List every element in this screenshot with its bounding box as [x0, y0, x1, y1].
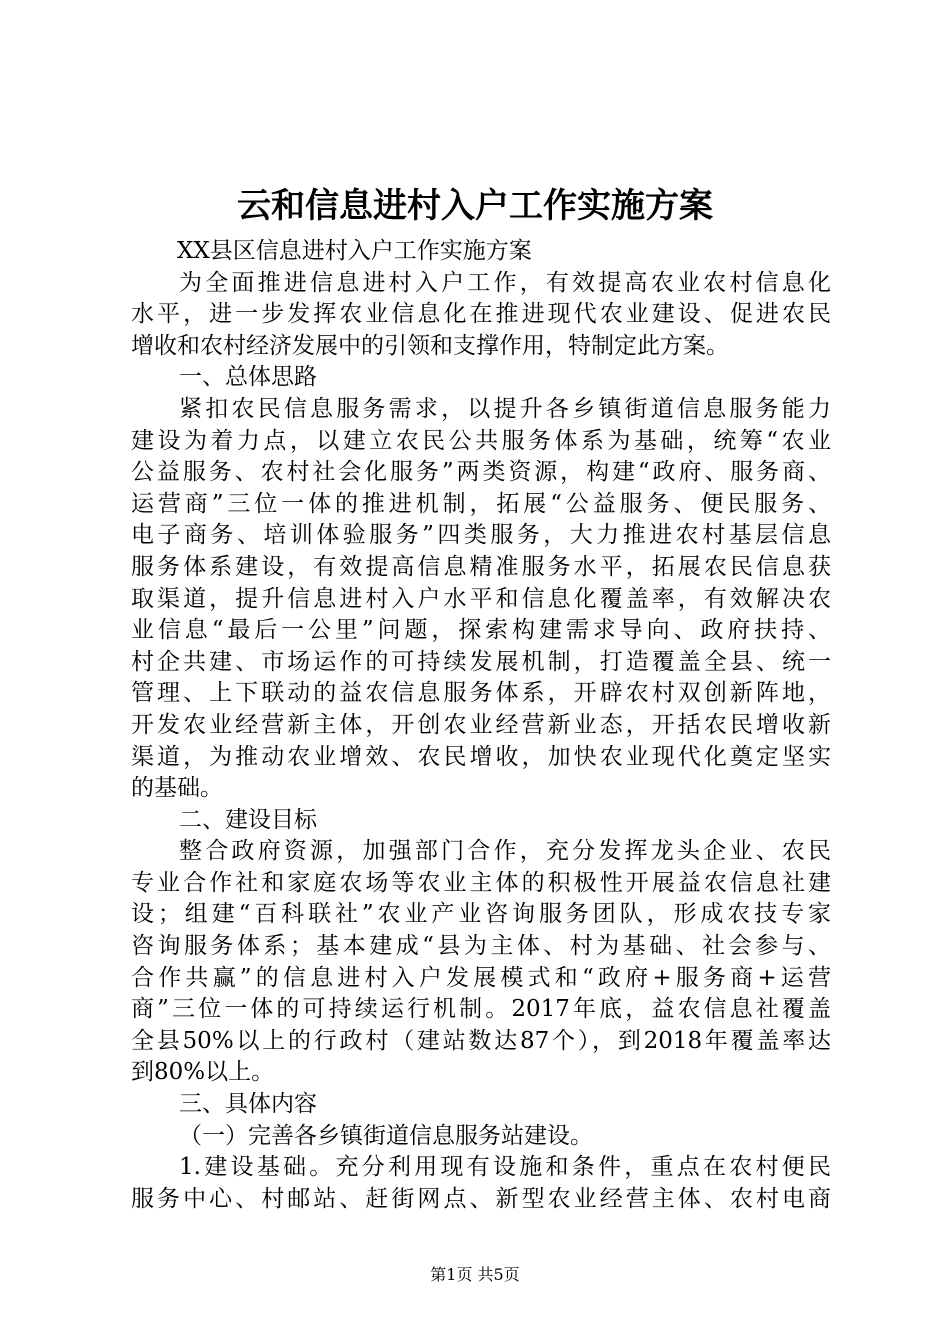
page-number-footer: 第1页 共5页: [430, 1265, 520, 1284]
paragraph-line: 建设为着力点，以建立农民公共服务体系为基础，统筹“农业: [131, 427, 831, 454]
paragraph-line: 专业合作社和家庭农场等农业主体的积极性开展益农信息社建: [131, 869, 831, 896]
document-body: [131, 236, 831, 1215]
paragraph-line: 增收和农村经济发展中的引领和支撑作用，特制定此方案。: [131, 332, 729, 359]
paragraph-line: 合作共赢”的信息进村入户发展模式和“政府+服务商+运营: [131, 964, 831, 991]
paragraph-line: 商”三位一体的可持续运行机制。2017年底，益农信息社覆盖: [131, 996, 831, 1023]
paragraph-line: 电子商务、培训体验服务”四类服务，大力推进农村基层信息: [131, 522, 831, 549]
paragraph-line: 为全面推进信息进村入户工作，有效提高农业农村信息化: [179, 269, 831, 296]
paragraph-line: 设；组建“百科联社”农业产业咨询服务团队，形成农技专家: [131, 901, 831, 928]
paragraph-line: 服务体系建设，有效提高信息精准服务水平，拓展农民信息获: [131, 553, 831, 580]
subsection-heading: （一）完善各乡镇街道信息服务站建设。: [179, 1122, 593, 1149]
paragraph-line: 到80%以上。: [131, 1059, 275, 1086]
paragraph-line: 水平，进一步发挥农业信息化在推进现代农业建设、促进农民: [131, 301, 831, 328]
paragraph-line: 取渠道，提升信息进村入户水平和信息化覆盖率，有效解决农: [131, 585, 831, 612]
paragraph-line: 全县50%以上的行政村（建站数达87个），到2018年覆盖率达: [131, 1027, 831, 1054]
section-heading: 三、具体内容: [179, 1091, 317, 1118]
paragraph-line: 渠道，为推动农业增效、农民增收，加快农业现代化奠定坚实: [131, 743, 831, 770]
paragraph-line: 整合政府资源，加强部门合作，充分发挥龙头企业、农民: [179, 838, 831, 865]
paragraph-line: 公益服务、农村社会化服务”两类资源，构建“政府、服务商、: [131, 459, 831, 486]
paragraph-line: 的基础。: [131, 775, 223, 802]
paragraph-line: 咨询服务体系；基本建成“县为主体、村为基础、社会参与、: [131, 933, 831, 960]
paragraph-line: 运营商”三位一体的推进机制，拓展“公益服务、便民服务、: [131, 490, 831, 517]
paragraph-line: 开发农业经营新主体，开创农业经营新业态，开括农民增收新: [131, 711, 831, 738]
paragraph-line: 服务中心、村邮站、赶街网点、新型农业经营主体、农村电商: [131, 1185, 831, 1212]
section-heading: 一、总体思路: [179, 364, 317, 391]
paragraph-line: 业信息“最后一公里”问题，探索构建需求导向、政府扶持、: [131, 617, 831, 644]
section-heading: 二、建设目标: [179, 806, 317, 833]
paragraph-line: 1.建设基础。充分利用现有设施和条件，重点在农村便民: [179, 1154, 831, 1181]
paragraph-line: 管理、上下联动的益农信息服务体系，开辟农村双创新阵地，: [131, 680, 831, 707]
document-subtitle: XX县区信息进村入户工作实施方案: [177, 238, 532, 264]
paragraph-line: 村企共建、市场运作的可持续发展机制，打造覆盖全县、统一: [131, 648, 831, 675]
document-title: 云和信息进村入户工作实施方案: [237, 186, 713, 226]
paragraph-line: 紧扣农民信息服务需求，以提升各乡镇街道信息服务能力: [179, 395, 831, 422]
